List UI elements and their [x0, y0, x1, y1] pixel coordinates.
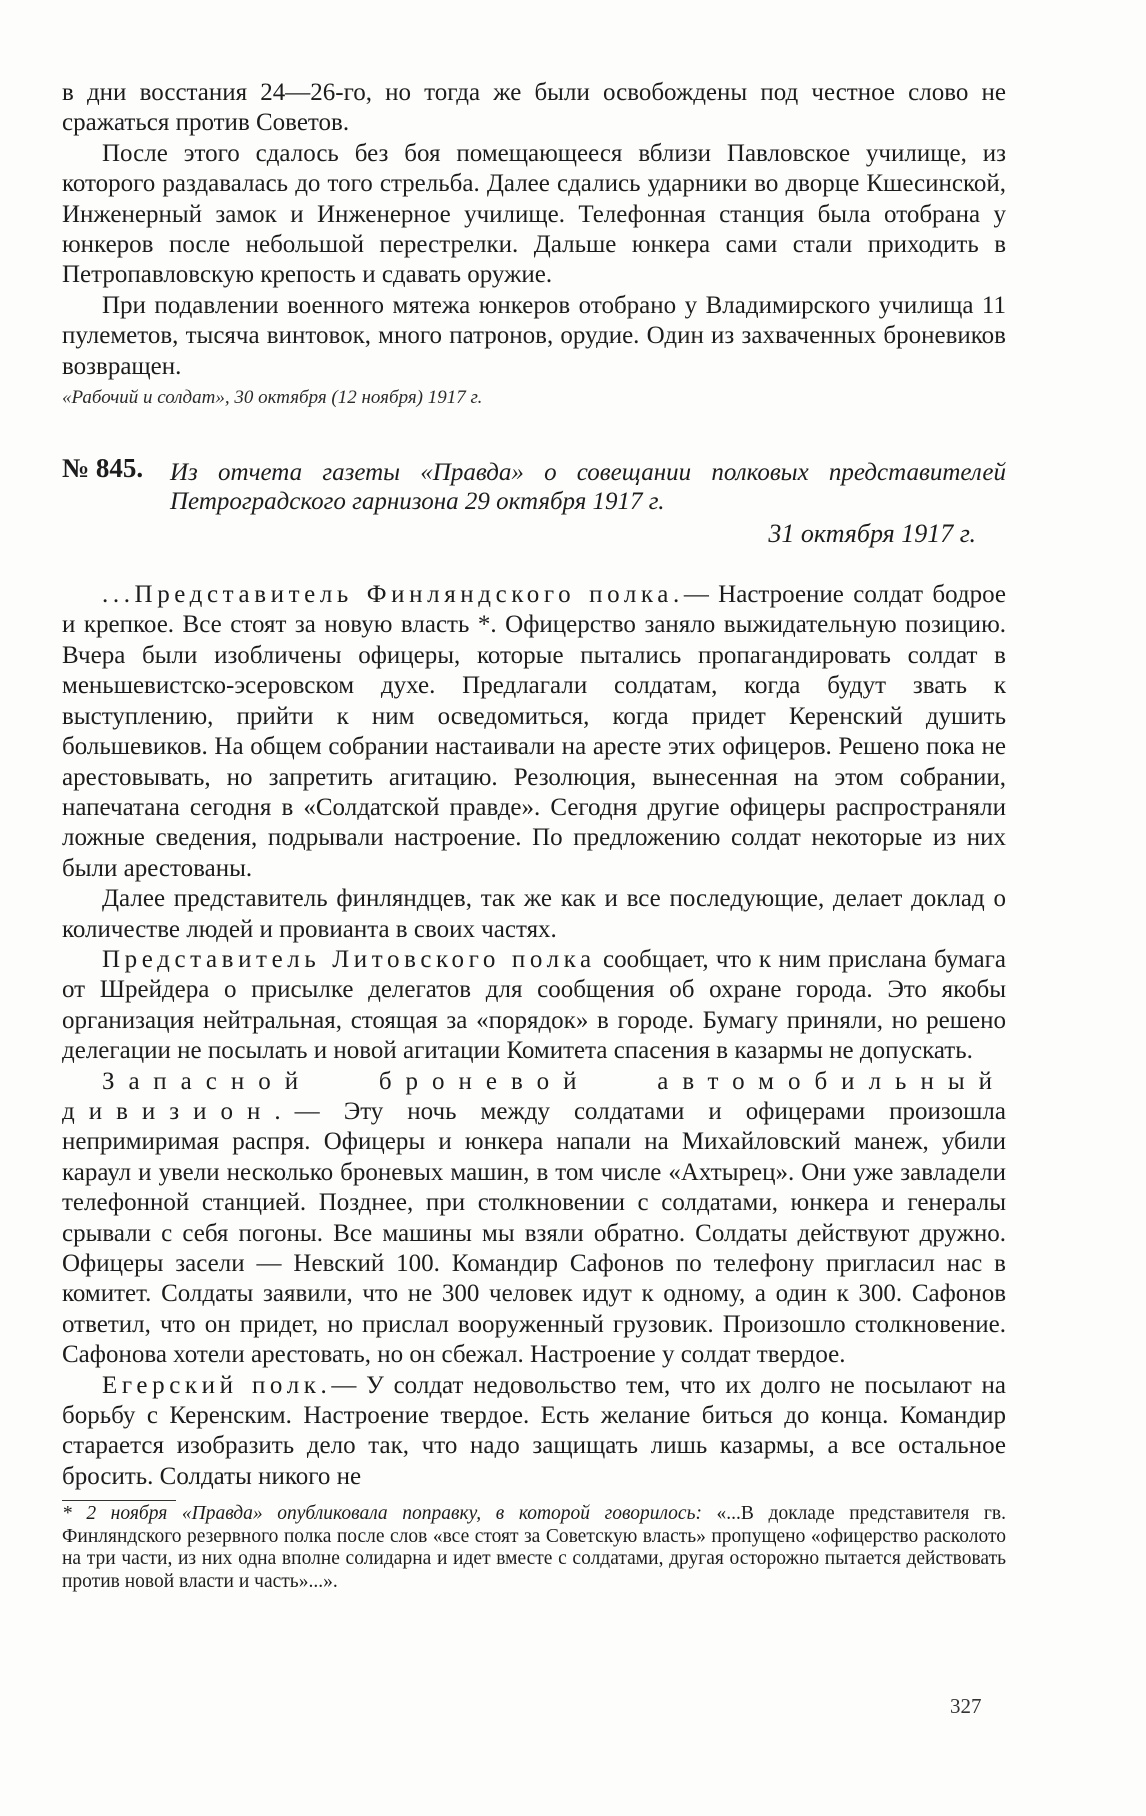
- jaeger-report-text: — У солдат недовольство тем, что их долго не посылают на борьбу с Керенским. Настроение твердое. Есть желание биться до конца. Командир старается изобразить дело так, что надо защищать лишь казармы, а все остальное бросить. Солдаты никого не: [62, 1371, 1006, 1490]
- speaker-finland-regiment: ...Представитель Финляндского полка.: [102, 581, 684, 609]
- document-date: 31 октября 1917 г.: [768, 519, 976, 549]
- armored-report-text: — Эту ночь между солдатами и офицерами произошла непримиримая распря. Офицеры и юнкера напали на Михайловский манеж, убили караул и увели несколько броневых машин, в том числе «Ахтырец». Они уже завладели телефонной станцией. Позднее, при столкновении с солдатами, юнкера и генералы срывали с себя погоны. Все машины мы взяли обратно. Солдаты действуют дружно. Офицеры засели — Невский 100. Командир Сафонов по телефону пригласил нас в комитет. Солдаты заявили, что не 300 человек идут к одному, а один к 300. Сафонов ответил, что он придет, но прислал вооруженный грузовик. Произошло столкновение. Сафонова хотели арестовать, но он сбежал. Настроение у солдат твердое.: [62, 1097, 1006, 1369]
- paragraph-further-reports: Далее представитель финляндцев, так же как и все последующие, делает доклад о количестве людей и провианта в своих частях.: [62, 885, 1006, 943]
- speaker-jaeger-regiment: Егерский полк.: [102, 1371, 332, 1399]
- page-content: [62, 78, 1006, 1593]
- footnote-lead: * 2 ноября «Правда» опубликовала поправку, в которой говорилось:: [62, 1503, 702, 1525]
- document-header: [62, 452, 1006, 572]
- footnote-divider: [62, 1500, 176, 1501]
- paragraph-jaeger-regiment: [62, 1371, 1006, 1493]
- paragraph-armored-division: [62, 1067, 1006, 1371]
- document-title: Из отчета газеты «Правда» о совещании полковых представителей Петроградского гарнизона 29 октября 1917 г.: [170, 459, 1006, 516]
- page-number: 327: [950, 1694, 982, 1718]
- document-body: [62, 580, 1006, 1492]
- footnote: [62, 1503, 1006, 1593]
- footnote-text: «...В докладе представителя гв. Финляндского резервного полка после слов «все стоят за Советскую власть» пропущено «офицерство расколото на три части, из них одна вполне солидарна и идет вместе с солдатами, другая осторожно пытается действовать против новой власти и часть»...».: [62, 1503, 1007, 1592]
- speaker-lithuanian-regiment: Представитель Литовского полка: [102, 945, 596, 973]
- paragraph-lithuanian-regiment: [62, 945, 1006, 1067]
- document-number: № 845.: [62, 453, 144, 484]
- continuation-paragraph: в дни восстания 24—26-го, но тогда же были освобождены под честное слово не сражаться против Советов.: [62, 79, 1006, 137]
- finland-report-text: — Настроение солдат бодрое и крепкое. Все стоят за новую власть *. Офицерство заняло выжидательную позицию. Вчера были изобличены офицеры, которые пытались пропагандировать солдат в меньшевистско-эсеровском духе. Предлагали солдатам, когда будут звать к выступлению, прийти к ним осведомиться, когда придет Керенский душить большевиков. На общем собрании настаивали на аресте этих офицеров. Решено пока не арестовывать, но запретить агитацию. Резолюция, вынесенная на этом собрании, напечатана сегодня в «Солдатской правде». Сегодня другие офицеры распространяли ложные сведения, подрывали настроение. По предложению солдат некоторые из них были арестованы.: [62, 581, 1006, 882]
- paragraph-finland-regiment: [62, 580, 1006, 884]
- source-citation: «Рабочий и солдат», 30 октября (12 ноября) 1917 г.: [62, 387, 483, 409]
- lithuanian-report-text: сообщает, что к ним прислана бумага от Шрейдера о присылке делегатов для сообщения об охране города. Это якобы организация нейтральная, стоящая за «порядок» в городе. Бумагу приняли, но решено делегации не посылать и новой агитации Комитета спасения в казармы не допускать.: [62, 945, 1006, 1065]
- paragraph-suppression: При подавлении военного мятежа юнкеров отобрано у Владимирского училища 11 пулеметов, тысяча винтовок, много патронов, орудие. Один из захваченных броневиков возвращен.: [62, 291, 1006, 380]
- paragraph-pavlovsk-school: После этого сдалось без боя помещающееся вблизи Павловское училище, из которого раздавалась до того стрельба. Далее сдались ударники во дворце Кшесинской, Инженерный замок и Инженерное училище. Телефонная станция была отобрана у юнкеров после небольшой перестрелки. Дальше юнкера сами стали приходить в Петропавловскую крепость и сдавать оружие.: [62, 139, 1006, 289]
- speaker-armored-division: Запасной броневой автомобильный дивизион.: [62, 1067, 1006, 1125]
